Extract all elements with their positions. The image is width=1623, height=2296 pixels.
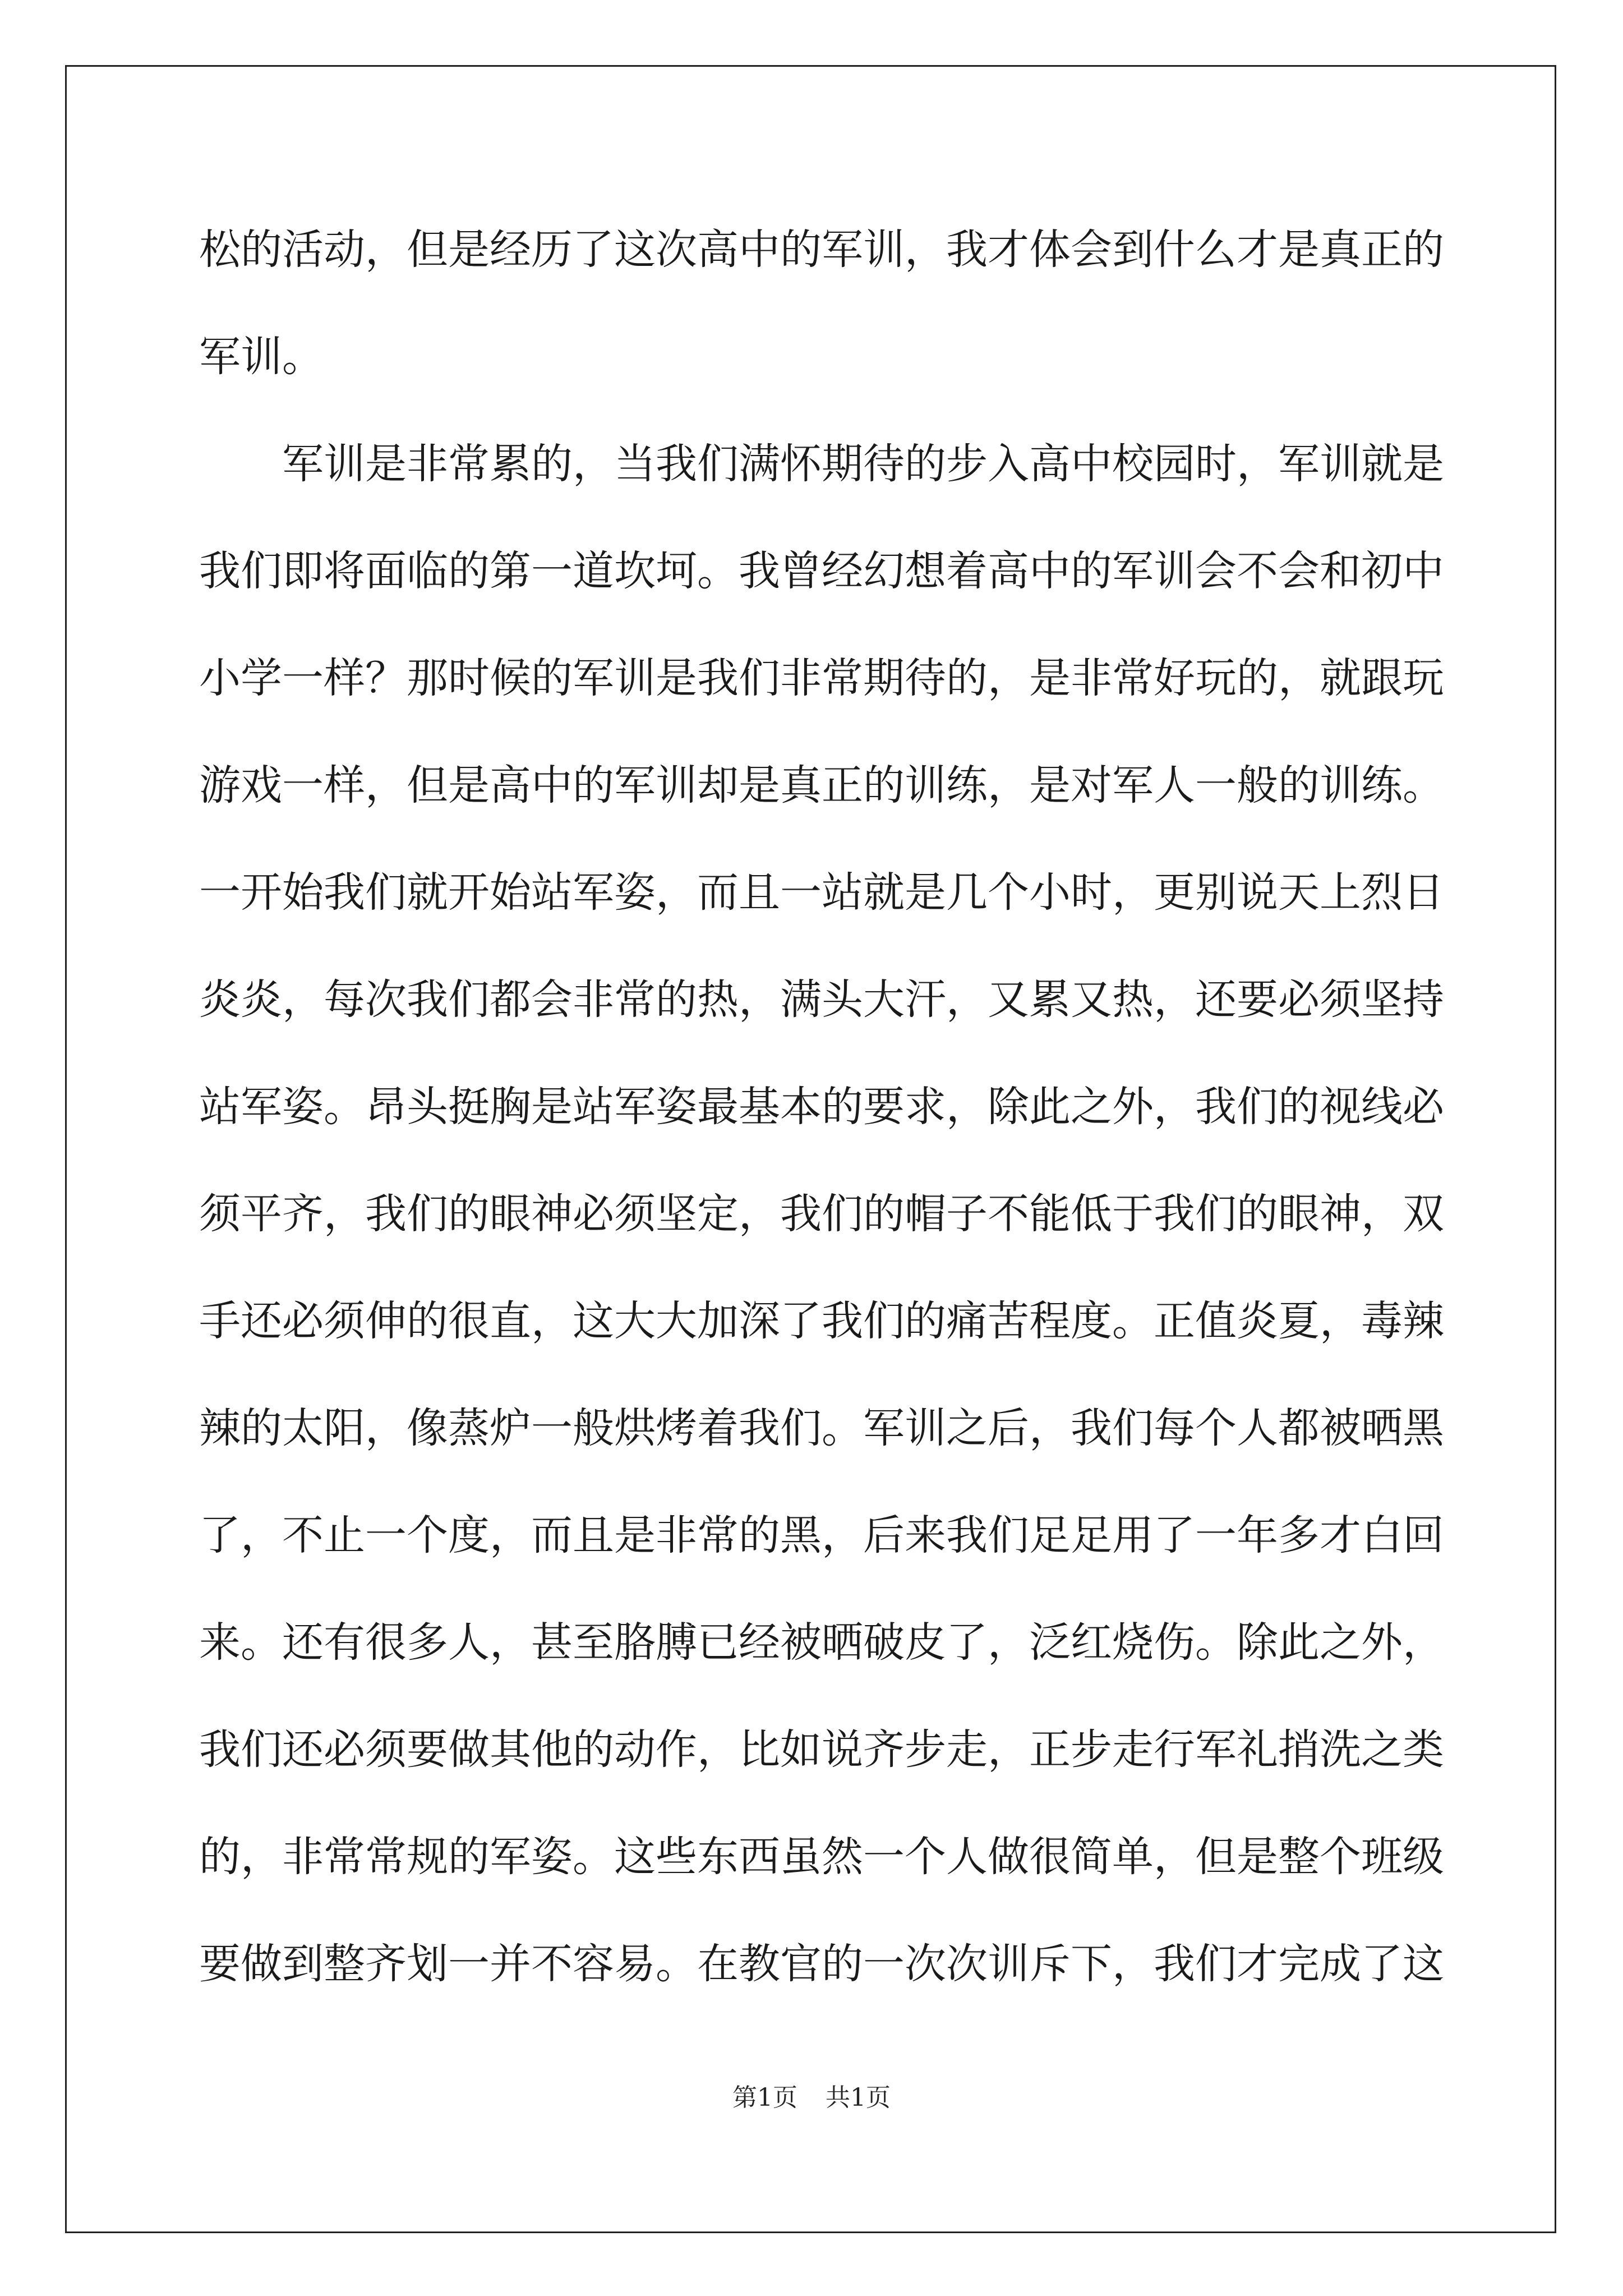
text-line: 手还必须伸的很直，这大大加深了我们的痛苦程度。正值炎夏，毒辣 (199, 1297, 1444, 1345)
text-line: 须平齐，我们的眼神必须坚定，我们的帽子不能低于我们的眼神，双 (199, 1190, 1444, 1238)
text-line: 军训。 (199, 333, 324, 381)
text-line: 了，不止一个度，而且是非常的黑，后来我们足足用了一年多才白回 (199, 1511, 1444, 1559)
paragraph-first-line: 军训是非常累的，当我们满怀期待的步入高中校园时，军训就是 (282, 440, 1444, 488)
text-line: 炎炎，每次我们都会非常的热，满头大汗，又累又热，还要必须坚持 (199, 976, 1444, 1024)
text-line: 辣的太阳，像蒸炉一般烘烤着我们。军训之后，我们每个人都被晒黑 (199, 1404, 1444, 1452)
text-line: 游戏一样，但是高中的军训却是真正的训练，是对军人一般的训练。 (199, 761, 1444, 809)
document-body (199, 208, 1444, 2029)
text-line: 来。还有很多人，甚至胳膊已经被晒破皮了，泛红烧伤。除此之外， (199, 1618, 1444, 1667)
text-line: 站军姿。昂头挺胸是站军姿最基本的要求，除此之外，我们的视线必 (199, 1083, 1444, 1131)
text-line: 松的活动，但是经历了这次高中的军训，我才体会到什么才是真正的 (199, 226, 1444, 274)
text-line: 的，非常常规的军姿。这些东西虽然一个人做很简单，但是整个班级 (199, 1833, 1444, 1881)
page-number-current: 第1页 (732, 2083, 797, 2112)
page-footer (0, 2081, 1623, 2115)
page-number-total: 共1页 (826, 2083, 891, 2112)
text-line: 要做到整齐划一并不容易。在教官的一次次训斥下，我们才完成了这 (199, 1940, 1444, 1988)
text-line: 小学一样？那时候的军训是我们非常期待的，是非常好玩的，就跟玩 (199, 654, 1444, 702)
text-line: 我们即将面临的第一道坎坷。我曾经幻想着高中的军训会不会和初中 (199, 547, 1444, 595)
text-line: 一开始我们就开始站军姿，而且一站就是几个小时，更别说天上烈日 (199, 868, 1444, 917)
text-line: 我们还必须要做其他的动作，比如说齐步走，正步走行军礼捎洗之类 (199, 1726, 1444, 1774)
